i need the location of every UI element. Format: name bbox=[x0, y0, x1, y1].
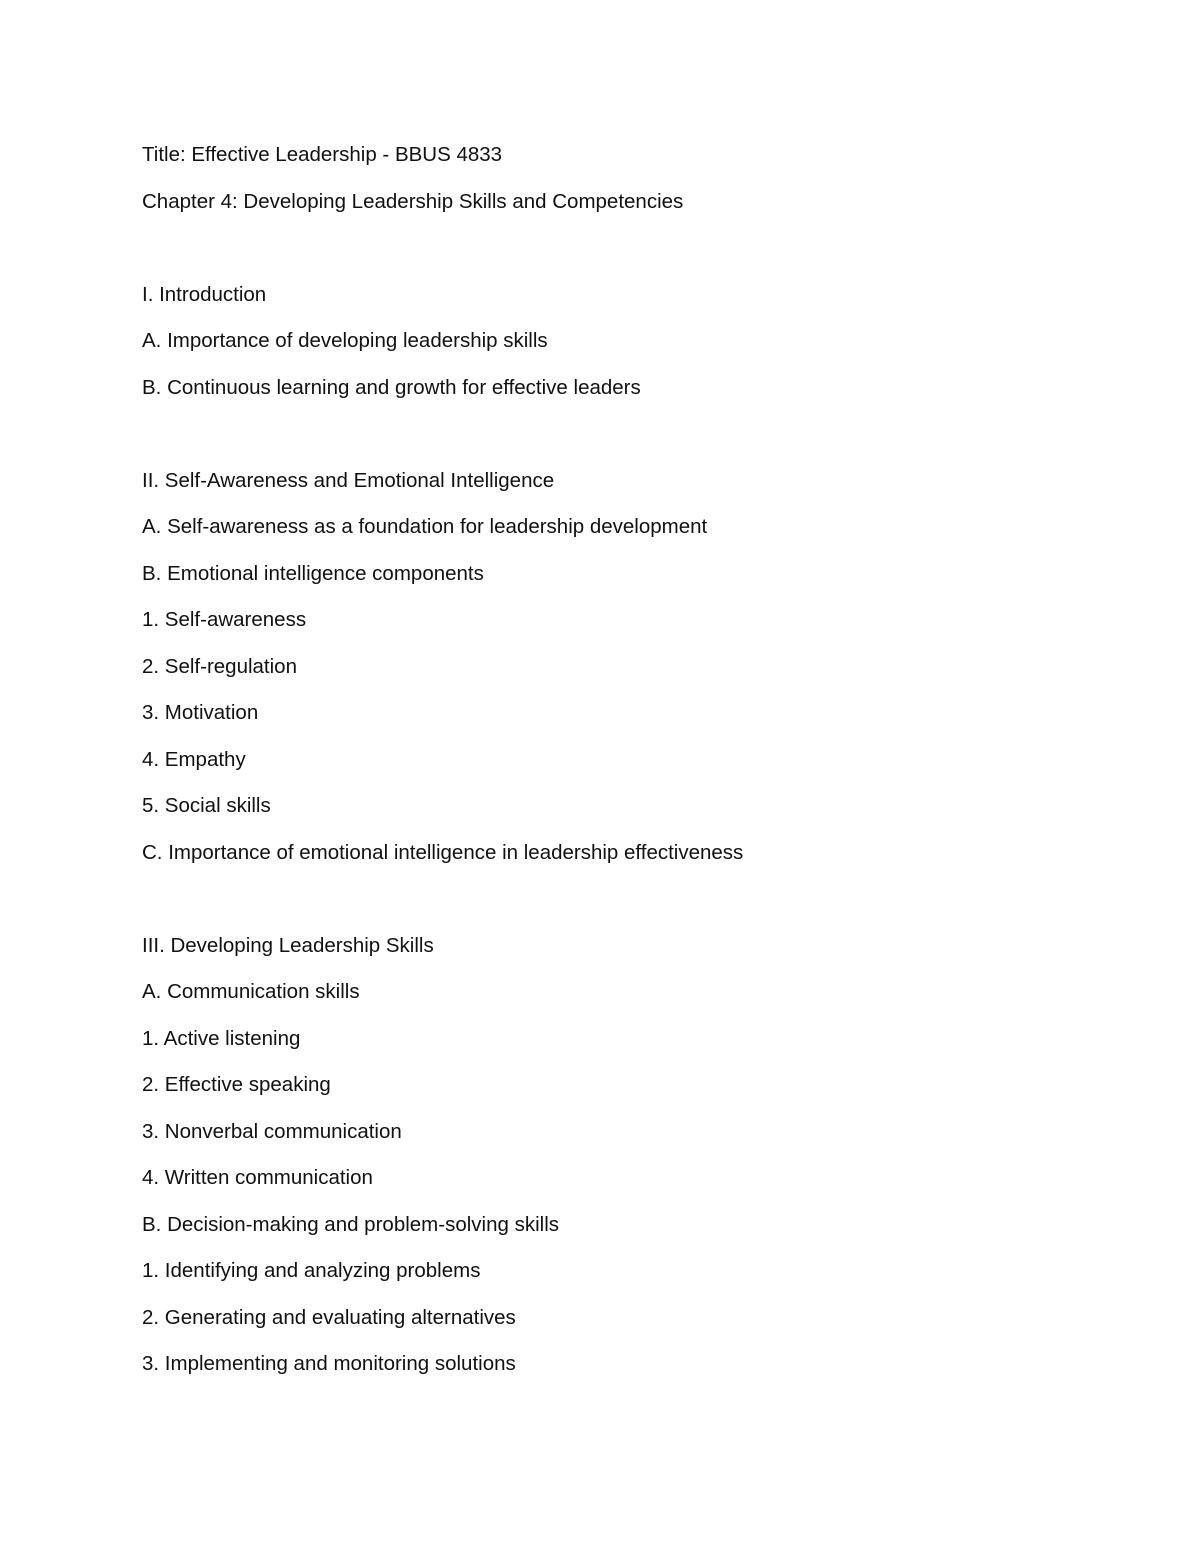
outline-item: 4. Empathy bbox=[142, 747, 246, 771]
outline-item: 4. Written communication bbox=[142, 1166, 373, 1189]
outline-item: 3. Nonverbal communication bbox=[142, 1119, 402, 1143]
document-body bbox=[142, 141, 1102, 1378]
outline-item: 1. Self-awareness bbox=[142, 608, 307, 631]
section-heading: II. Self-Awareness and Emotional Intelligence bbox=[142, 468, 555, 492]
outline-item: A. Communication skills bbox=[142, 980, 360, 1003]
section-heading: III. Developing Leadership Skills bbox=[142, 933, 434, 957]
outline-item: 1. Active listening bbox=[142, 1026, 301, 1050]
outline-item: 2. Generating and evaluating alternatives bbox=[142, 1305, 516, 1329]
outline-item: A. Self-awareness as a foundation for leadership development bbox=[142, 515, 708, 538]
outline-item: 2. Effective speaking bbox=[142, 1073, 331, 1096]
outline-item: 5. Social skills bbox=[142, 794, 271, 817]
outline-item: 1. Identifying and analyzing problems bbox=[142, 1259, 481, 1282]
chapter-title: Chapter 4: Developing Leadership Skills and Competencies bbox=[142, 189, 684, 213]
outline-item: B. Decision-making and problem-solving skills bbox=[142, 1212, 559, 1236]
outline-item: C. Importance of emotional intelligence in leadership effectiveness bbox=[142, 840, 744, 864]
outline-item: 2. Self-regulation bbox=[142, 654, 297, 678]
outline-item: B. Emotional intelligence components bbox=[142, 561, 484, 585]
section-heading: I. Introduction bbox=[142, 282, 267, 306]
document-title: Title: Effective Leadership - BBUS 4833 bbox=[142, 143, 503, 166]
outline-item: 3. Motivation bbox=[142, 701, 259, 724]
outline-item: 3. Implementing and monitoring solutions bbox=[142, 1352, 516, 1375]
outline-item: B. Continuous learning and growth for effective leaders bbox=[142, 375, 641, 399]
outline-item: A. Importance of developing leadership skills bbox=[142, 329, 548, 352]
